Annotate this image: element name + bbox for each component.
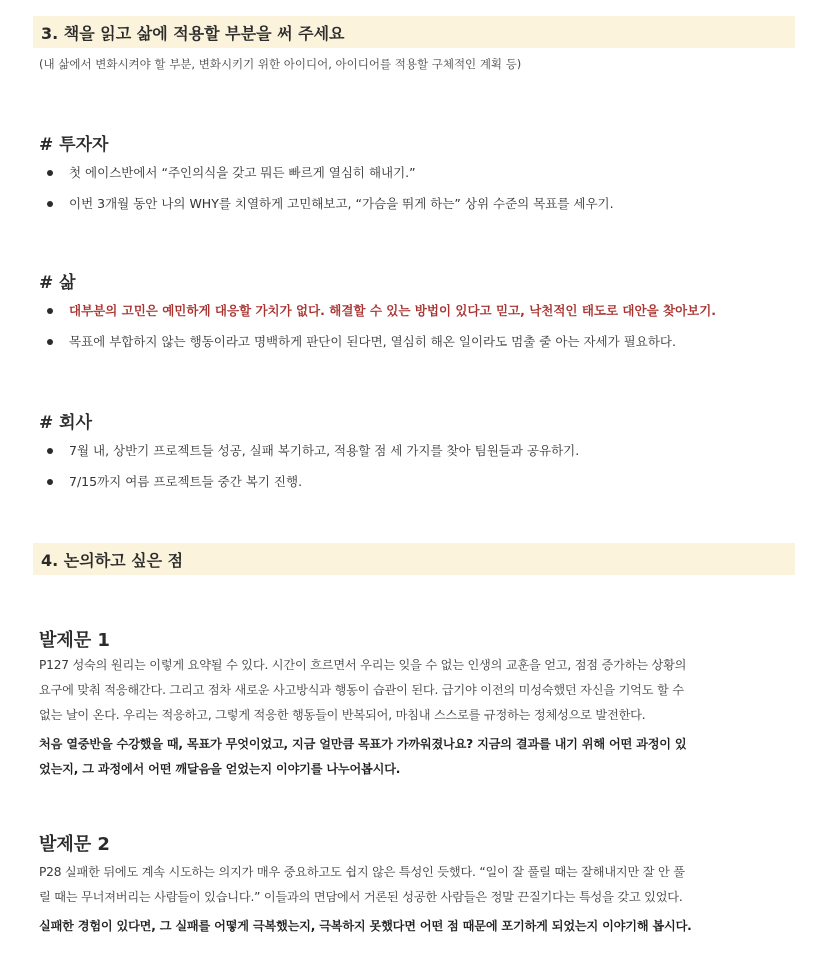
topic-2-body-line: 릴 때는 무너져버리는 사람들이 있습니다.” 이들과의 면담에서 거론된 성공한 사람들은 정말 끈질기다는 특성을 갖고 있었다. (39, 890, 683, 904)
topic-1-body-line: 요구에 맞춰 적응해간다. 그리고 점차 새로운 사고방식과 행동이 습관이 된다. 급기야 이전의 미성숙했던 자신을 기억도 할 수 (39, 683, 684, 697)
list-item (47, 441, 807, 472)
section-3-title: 3. 책을 읽고 삶에 적용할 부분을 써 주세요 (33, 16, 795, 48)
topic-1-question (39, 732, 791, 782)
list-item (47, 301, 807, 332)
topic-2-heading: 발제문 2 (39, 834, 110, 855)
topic-2-question-line: 실패한 경험이 있다면, 그 실패를 어떻게 극복했는지, 극복하지 못했다면 어떤 점 때문에 포기하게 되었는지 이야기해 봅시다. (39, 919, 692, 933)
topic-2-body-line: P28 실패한 뒤에도 계속 시도하는 의지가 매우 중요하고도 쉽지 않은 특성인 듯했다. “일이 잘 풀릴 때는 잘해내지만 잘 안 풀 (39, 865, 685, 879)
investor-list (47, 163, 807, 225)
bullet-icon (47, 308, 53, 314)
list-item (47, 194, 807, 225)
list-item-text: 첫 에이스반에서 “주인의식을 갖고 뭐든 빠르게 열심히 해내기.” (69, 165, 416, 180)
section-3-note: (내 삶에서 변화시켜야 할 부분, 변화시키기 위한 아이디어, 아이디어를 적용할 구체적인 계획 등) (39, 57, 522, 71)
topic-2-question (39, 914, 791, 939)
topic-1-body-line: 없는 날이 온다. 우리는 적응하고, 그렇게 적응한 행동들이 반복되어, 마침내 스스로를 규정하는 정체성으로 발전한다. (39, 708, 646, 722)
list-item-text: 7/15까지 여름 프로젝트들 중간 복기 진행. (69, 474, 303, 489)
list-item-text: 이번 3개월 동안 나의 WHY를 치열하게 고민해보고, “가슴을 뛰게 하는” 상위 수준의 목표를 세우기. (69, 196, 614, 211)
company-heading: # 회사 (39, 413, 93, 433)
section-4-title: 4. 논의하고 싶은 점 (33, 543, 795, 575)
company-list (47, 441, 807, 503)
topic-1-body (39, 653, 791, 728)
list-item-text: 대부분의 고민은 예민하게 대응할 가치가 없다. 해결할 수 있는 방법이 있다고 믿고, 낙천적인 태도로 대안을 찾아보기. (69, 303, 717, 318)
bullet-icon (47, 170, 53, 176)
bullet-icon (47, 339, 53, 345)
investor-heading: # 투자자 (39, 135, 109, 155)
topic-1-body-line: P127 성숙의 원리는 이렇게 요약될 수 있다. 시간이 흐르면서 우리는 잊을 수 없는 인생의 교훈을 얻고, 점점 증가하는 상황의 (39, 658, 687, 672)
list-item (47, 163, 807, 194)
list-item (47, 472, 807, 503)
bullet-icon (47, 201, 53, 207)
life-heading: # 삶 (39, 273, 76, 293)
list-item-text: 7월 내, 상반기 프로젝트들 성공, 실패 복기하고, 적용할 점 세 가지를 찾아 팀원들과 공유하기. (69, 443, 580, 458)
list-item (47, 332, 807, 363)
topic-1-question-line: 었는지, 그 과정에서 어떤 깨달음을 얻었는지 이야기를 나누어봅시다. (39, 762, 401, 776)
topic-1-question-line: 처음 열중반을 수강했을 때, 목표가 무엇이었고, 지금 얼만큼 목표가 가까워졌나요? 지금의 결과를 내기 위해 어떤 과정이 있 (39, 737, 687, 751)
topic-1-heading: 발제문 1 (39, 630, 110, 651)
life-list (47, 301, 807, 363)
bullet-icon (47, 479, 53, 485)
bullet-icon (47, 448, 53, 454)
list-item-text: 목표에 부합하지 않는 행동이라고 명백하게 판단이 된다면, 열심히 해온 일이라도 멈출 줄 아는 자세가 필요하다. (69, 334, 676, 349)
topic-2-body (39, 860, 791, 910)
